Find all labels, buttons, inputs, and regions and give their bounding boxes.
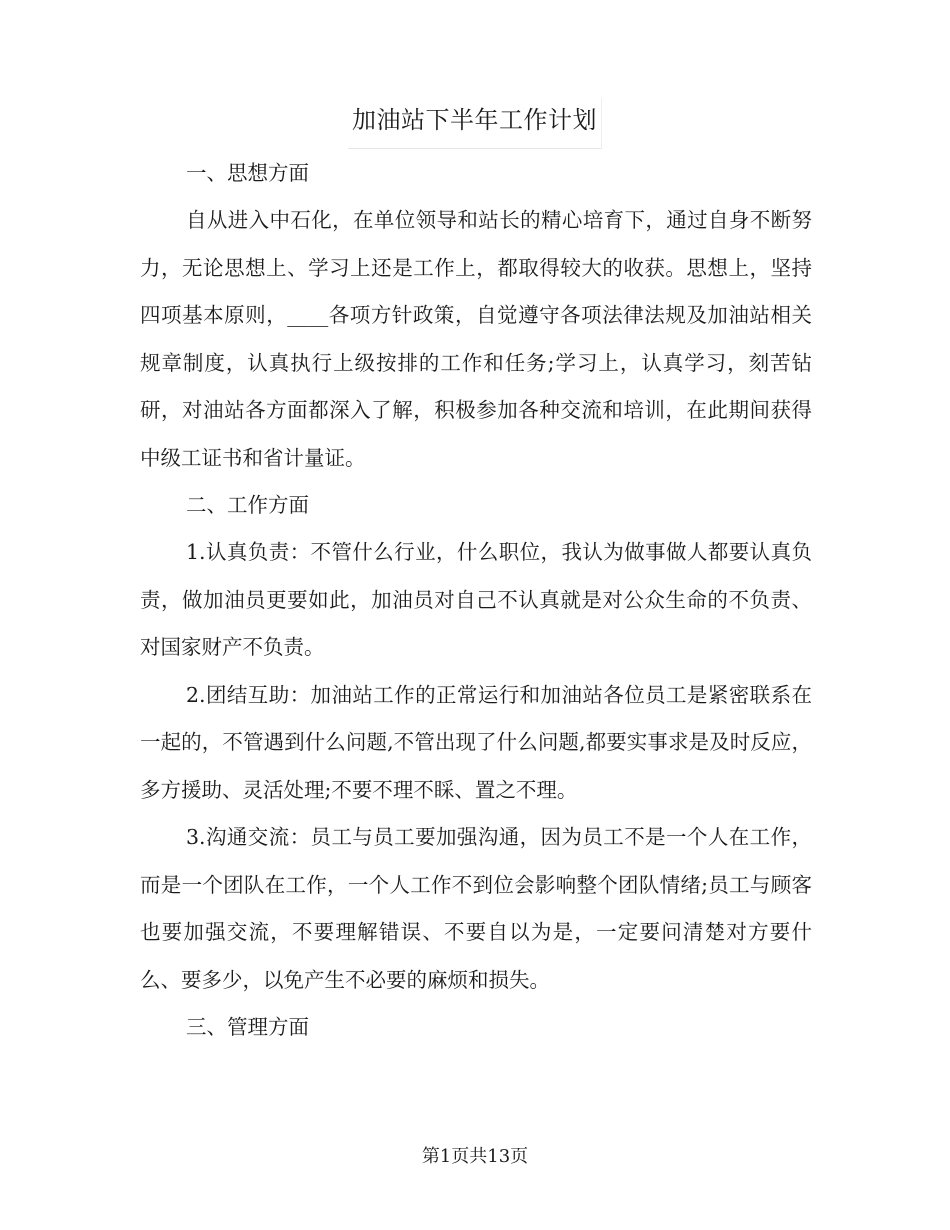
title-area — [0, 98, 950, 149]
document-title: 加油站下半年工作计划 — [348, 98, 602, 149]
section-heading-thought: 一、思想方面 — [186, 161, 309, 185]
document-body — [140, 150, 812, 1051]
paragraph-responsibility: 1.认真负责：不管什么行业，什么职位，我认为做事做人都要认真负责，做加油员更要如此，加油员对自己不认真就是对公众生命的不负责、对国家财产不负责。 — [140, 540, 812, 659]
section-heading-work: 二、工作方面 — [186, 493, 309, 517]
paragraph-communication: 3.沟通交流：员工与员工要加强沟通，因为员工不是一个人在工作，而是一个团队在工作，一个人工作不到位会影响整个团队情绪;员工与顾客也要加强交流，不要理解错误、不要自以为是，一定要问清楚对方要什么、要多少，以免产生不必要的麻烦和损失。 — [140, 825, 812, 992]
paragraph-teamwork: 2.团结互助：加油站工作的正常运行和加油站各位员工是紧密联系在一起的，不管遇到什么问题,不管出现了什么问题,都要实事求是及时反应，多方援助、灵活处理;不要不理不睬、置之不理。 — [140, 682, 812, 802]
section-heading-management: 三、管理方面 — [186, 1015, 309, 1039]
page-number-footer: 第1页共13页 — [421, 1146, 529, 1167]
paragraph-thought: 自从进入中石化，在单位领导和站长的精心培育下，通过自身不断努力，无论思想上、学习上还是工作上，都取得较大的收获。思想上，坚持四项基本原则，____各项方针政策，自觉遵守各项法律法规及加油站相关规章制度，认真执行上级按排的工作和任务;学习上，认真学习，刻苦钻研，对油站各方面都深入了解，积极参加各种交流和培训，在此期间获得中级工证书和省计量证。 — [140, 208, 812, 470]
